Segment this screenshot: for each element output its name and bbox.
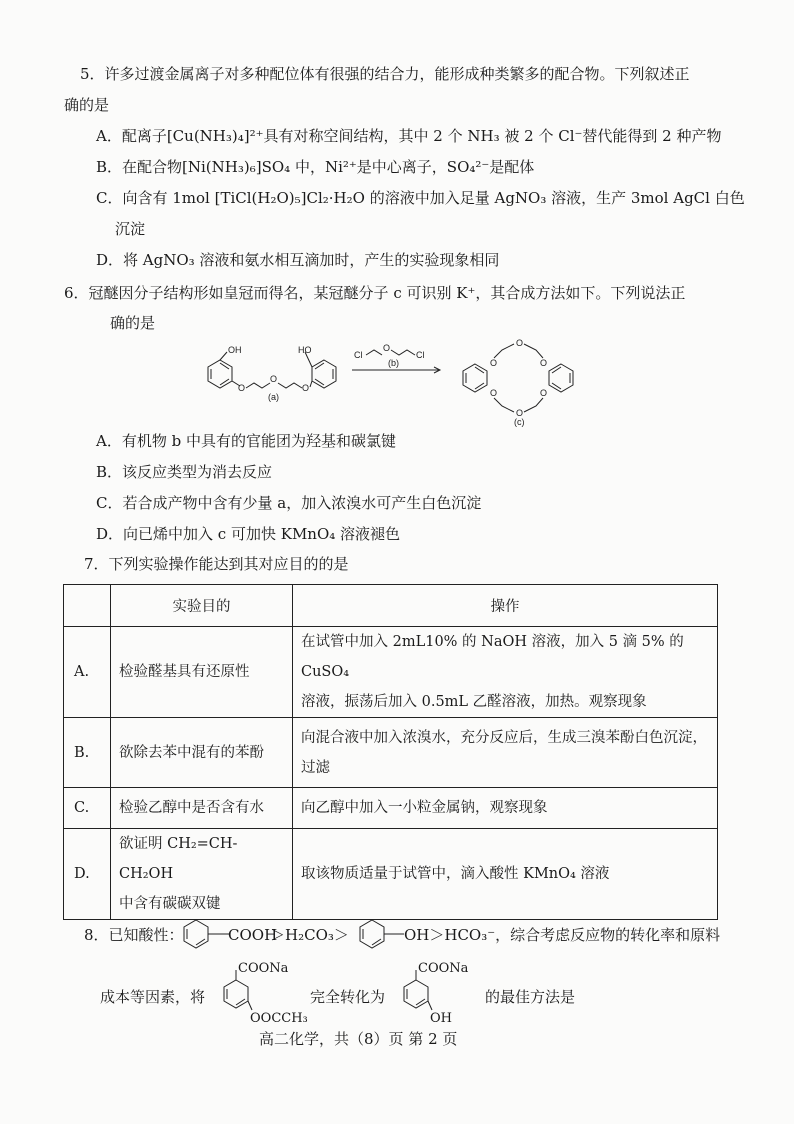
q8-gt-h2co3: ＞H₂CO₃＞ [270,926,349,944]
svg-text:O: O [302,383,310,393]
row-label: D. [64,829,111,920]
row-operation: 向乙醇中加入一小粒金属钠，观察现象 [293,788,718,829]
q5-stem-line1: 5．许多过渡金属离子对多种配位体有很强的结合力，能形成种类繁多的配合物。下列叙述正 [80,65,690,83]
q8-line2-end: 的最佳方法是 [485,988,576,1006]
table-row [64,829,718,920]
table-row [64,788,718,829]
q5-stem-line2: 确的是 [64,96,110,114]
svg-text:O: O [540,358,548,368]
svg-text:O: O [540,388,548,398]
q8-stem-prefix: 8．已知酸性： [84,926,184,944]
benzoic-acid-structure [180,918,232,950]
q8-cooh: COOH [228,926,278,944]
q8-oh-comparison: OH＞HCO₃⁻，综合考虑反应物的转化率和原料 [404,926,721,944]
q8-line2-start: 成本等因素，将 [100,988,206,1006]
svg-text:O: O [490,388,498,398]
row-aim: 检验乙醇中是否含有水 [111,788,293,829]
svg-text:O: O [270,374,278,384]
q6-stem-line1: 6．冠醚因分子结构形如皇冠而得名，某冠醚分子 c 可识别 K⁺，其合成方法如下。下列说法正 [64,284,686,302]
q8-line2-middle: 完全转化为 [310,988,386,1006]
q6-option-b: B．该反应类型为消去反应 [96,463,273,481]
svg-text:O: O [238,383,246,393]
q6-option-c: C．若合成产物中含有少量 a，加入浓溴水可产生白色沉淀 [96,494,482,512]
header-operation: 操作 [293,585,718,627]
benzene-ring-c-left [463,364,487,392]
page-footer: 高二化学，共（8）页 第 2 页 [259,1030,458,1048]
benzene-ring-a-left [208,360,232,388]
label-b: (b) [388,358,399,368]
label-c: (c) [514,417,525,427]
benzene-ring-a-right [312,360,336,388]
row-aim: 欲除去苯中混有的苯酚 [111,718,293,788]
q6-oh-label: OH [228,345,242,355]
table-row [64,627,718,718]
row-operation: 向混合液中加入浓溴水，充分反应后，生成三溴苯酚白色沉淀， 过滤 [293,718,718,788]
svg-text:O: O [516,338,524,348]
q8-coona-1: COONa [238,961,289,976]
row-operation: 取该物质适量于试管中，滴入酸性 KMnO₄ 溶液 [293,829,718,920]
q8-ooccH3: OOCCH₃ [250,1011,308,1026]
row-label: B. [64,718,111,788]
q8-oh-2: OH [430,1011,452,1026]
row-aim: 检验醛基具有还原性 [111,627,293,718]
svg-text:O: O [383,343,391,353]
row-label: C. [64,788,111,829]
q5-option-c-line2: 沉淀 [115,220,146,238]
q6-option-d: D．向已烯中加入 c 可加快 KMnO₄ 溶液褪色 [96,525,401,543]
q5-option-d: D．将 AgNO₃ 溶液和氨水相互滴加时，产生的实验现象相同 [96,251,500,269]
q5-option-b: B．在配合物[Ni(NH₃)₆]SO₄ 中，Ni²⁺是中心离子，SO₄²⁻是配体 [96,158,535,176]
q6-cl-right: Cl [416,350,425,360]
table-row [64,718,718,788]
crown-ether-synthesis-scheme [200,338,590,428]
q6-ho-label: HO [298,345,312,355]
row-aim: 欲证明 CH₂=CH-CH₂OH 中含有碳碳双键 [111,829,293,920]
q6-option-a: A．有机物 b 中具有的官能团为羟基和碳氯键 [96,432,396,450]
label-a: (a) [268,392,279,402]
phenol-structure [352,918,406,950]
q5-option-c-line1: C．向含有 1mol [TiCl(H₂O)₅]Cl₂·H₂O 的溶液中加入足量 AgNO₃ 溶液，生产 3mol AgCl 白色 [96,189,745,207]
row-operation: 在试管中加入 2mL10% 的 NaOH 溶液，加入 5 滴 5% 的 CuSO₄ 溶液，振荡后加入 0.5mL 乙醛溶液，加热。观察现象 [293,627,718,718]
q7-stem: 7．下列实验操作能达到其对应目的的是 [84,555,349,573]
q6-stem-line2: 确的是 [110,314,156,332]
svg-text:O: O [490,358,498,368]
q8-coona-2: COONa [418,961,469,976]
q6-cl-left: Cl [354,350,363,360]
q5-option-a: A．配离子[Cu(NH₃)₄]²⁺具有对称空间结构，其中 2 个 NH₃ 被 2 个 Cl⁻替代能得到 2 种产物 [96,127,722,145]
benzene-ring-c-right [549,364,573,392]
experiment-table [63,584,718,920]
svg-text:O: O [516,408,524,418]
row-label: A. [64,627,111,718]
header-aim: 实验目的 [111,585,293,627]
table-header-row [64,585,718,627]
